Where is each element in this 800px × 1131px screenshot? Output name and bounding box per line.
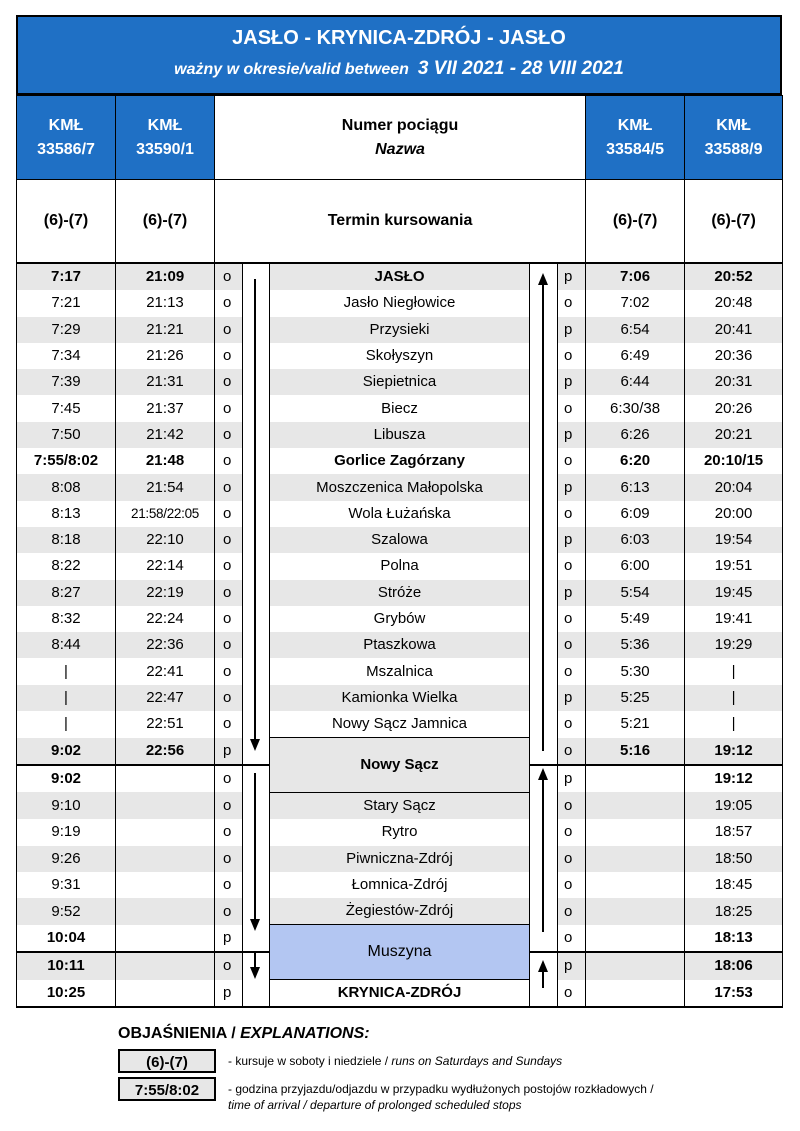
mark-right: o (558, 872, 586, 898)
station-name: Stróże (270, 580, 530, 606)
time-33586: | (17, 711, 116, 738)
time-33586: 7:39 (17, 369, 116, 395)
time-33590: 21:48 (116, 448, 215, 474)
mark-left: o (215, 711, 243, 738)
time-33588: 19:12 (685, 738, 783, 765)
time-33584 (586, 872, 685, 898)
up-arrow-icon (538, 960, 548, 988)
time-33586: 9:02 (17, 738, 116, 765)
days-33590: (6)-(7) (116, 180, 215, 264)
time-33584: 5:21 (586, 711, 685, 738)
table-row (17, 606, 783, 632)
mark-left: o (215, 343, 243, 369)
time-33586: 10:25 (17, 980, 116, 1008)
time-33584: 6:03 (586, 527, 685, 553)
time-33588: 18:06 (685, 952, 783, 979)
train-33590-header: KMŁ 33590/1 (116, 96, 215, 180)
station-name: Skołyszyn (270, 343, 530, 369)
time-33586: 10:11 (17, 952, 116, 979)
time-33584 (586, 765, 685, 792)
time-33586: 7:45 (17, 395, 116, 421)
table-row (17, 553, 783, 579)
mark-left: o (215, 658, 243, 684)
time-33590 (116, 925, 215, 952)
station-name: Libusza (270, 422, 530, 448)
mark-right: o (558, 711, 586, 738)
station-name: Siepietnica (270, 369, 530, 395)
time-33584: 5:25 (586, 685, 685, 711)
table-row (17, 317, 783, 343)
train-33588-header: KMŁ 33588/9 (685, 96, 783, 180)
mark-left: o (215, 501, 243, 527)
train-33584-header: KMŁ 33584/5 (586, 96, 685, 180)
time-33588: 20:41 (685, 317, 783, 343)
time-33588: 19:51 (685, 553, 783, 579)
station-name: Rytro (270, 819, 530, 845)
time-33588: 17:53 (685, 980, 783, 1008)
time-33588: 20:36 (685, 343, 783, 369)
table-row (17, 580, 783, 606)
time-33584: 5:49 (586, 606, 685, 632)
validity-dates: 3 VII 2021 - 28 VIII 2021 (417, 58, 624, 79)
station-name: Kamionka Wielka (270, 685, 530, 711)
table-row (17, 685, 783, 711)
train-number-row (17, 96, 783, 180)
station-name: Łomnica-Zdrój (270, 872, 530, 898)
days-33588: (6)-(7) (685, 180, 783, 264)
table-row (17, 925, 783, 952)
time-33590: 21:58/22:05 (116, 501, 215, 527)
legend-days-box: (6)-(7) (118, 1049, 216, 1073)
time-33584: 6:20 (586, 448, 685, 474)
station-name: Przysieki (270, 317, 530, 343)
time-33584: 7:02 (586, 290, 685, 316)
time-33590: 22:47 (116, 685, 215, 711)
time-33590: 22:14 (116, 553, 215, 579)
time-33586: 10:04 (17, 925, 116, 952)
down-arrow-icon (250, 279, 260, 751)
table-row (17, 819, 783, 845)
train-33586-header: KMŁ 33586/7 (17, 96, 116, 180)
mark-left: o (215, 819, 243, 845)
station-name: Mszalnica (270, 658, 530, 684)
table-row (17, 792, 783, 819)
time-33590 (116, 846, 215, 872)
mark-right: p (558, 527, 586, 553)
table-row (17, 422, 783, 448)
time-33588: | (685, 658, 783, 684)
mark-left: o (215, 580, 243, 606)
table-row (17, 395, 783, 421)
time-33586: 7:21 (17, 290, 116, 316)
mark-left: o (215, 952, 243, 979)
time-33586: 9:31 (17, 872, 116, 898)
mark-right: o (558, 553, 586, 579)
mark-right: o (558, 501, 586, 527)
time-33590 (116, 765, 215, 792)
mark-left: o (215, 527, 243, 553)
mark-right: p (558, 263, 586, 290)
time-33588: 19:41 (685, 606, 783, 632)
mark-right: o (558, 846, 586, 872)
time-33588: 19:12 (685, 765, 783, 792)
time-33586: | (17, 685, 116, 711)
time-33590: 21:42 (116, 422, 215, 448)
time-33584: 6:13 (586, 474, 685, 500)
time-33590: 22:24 (116, 606, 215, 632)
mark-right: o (558, 632, 586, 658)
time-33588: 20:26 (685, 395, 783, 421)
time-33586: 9:26 (17, 846, 116, 872)
mark-left: o (215, 422, 243, 448)
station-name: Żegiestów-Zdrój (270, 898, 530, 925)
time-33588: 19:05 (685, 792, 783, 819)
table-row (17, 263, 783, 290)
time-33586: | (17, 658, 116, 684)
table-row (17, 980, 783, 1008)
time-33590 (116, 819, 215, 845)
mark-left: o (215, 263, 243, 290)
mark-left: p (215, 980, 243, 1008)
mark-left: o (215, 846, 243, 872)
time-33590 (116, 980, 215, 1008)
table-row (17, 474, 783, 500)
mark-right: o (558, 395, 586, 421)
time-33586: 8:27 (17, 580, 116, 606)
mark-left: o (215, 448, 243, 474)
station-name: Moszczenica Małopolska (270, 474, 530, 500)
table-row (17, 343, 783, 369)
time-33586: 8:08 (17, 474, 116, 500)
mark-right: o (558, 343, 586, 369)
station-name: Wola Łużańska (270, 501, 530, 527)
time-33588: 19:29 (685, 632, 783, 658)
time-33584 (586, 925, 685, 952)
mark-left: p (215, 738, 243, 765)
time-33584: 5:30 (586, 658, 685, 684)
mark-left: o (215, 872, 243, 898)
legend-prolonged-text: - godzina przyjazdu/odjazdu w przypadku wydłużonych postojów rozkładowych / time of arrival / departure of prolonged scheduled stops (228, 1082, 654, 1112)
mark-left: p (215, 925, 243, 952)
mark-right: p (558, 422, 586, 448)
down-arrow-icon (250, 773, 260, 931)
legend-prolonged-box: 7:55/8:02 (118, 1077, 216, 1101)
station-name: Piwniczna-Zdrój (270, 846, 530, 872)
time-33590: 22:36 (116, 632, 215, 658)
mark-right: o (558, 925, 586, 952)
mark-right: o (558, 898, 586, 925)
time-33588: 18:57 (685, 819, 783, 845)
time-33584: 6:44 (586, 369, 685, 395)
time-33590: 22:10 (116, 527, 215, 553)
time-33584 (586, 952, 685, 979)
time-33584: 6:49 (586, 343, 685, 369)
time-33584: 6:30/38 (586, 395, 685, 421)
time-33586: 8:22 (17, 553, 116, 579)
mark-right: o (558, 606, 586, 632)
mark-right: p (558, 474, 586, 500)
days-33586: (6)-(7) (17, 180, 116, 264)
time-33590: 21:31 (116, 369, 215, 395)
table-row (17, 448, 783, 474)
mark-right: o (558, 290, 586, 316)
time-33584: 5:36 (586, 632, 685, 658)
time-33588: 19:54 (685, 527, 783, 553)
mark-left: o (215, 632, 243, 658)
time-33588: 18:50 (685, 846, 783, 872)
timetable (16, 95, 783, 1008)
arrow-cell-left (243, 980, 270, 1008)
time-33588: 20:52 (685, 263, 783, 290)
time-33588: 20:31 (685, 369, 783, 395)
table-row (17, 632, 783, 658)
time-33590 (116, 952, 215, 979)
time-33586: 7:50 (17, 422, 116, 448)
time-33586: 7:29 (17, 317, 116, 343)
time-33584: 6:00 (586, 553, 685, 579)
station-name: Jasło Niegłowice (270, 290, 530, 316)
time-33590: 22:51 (116, 711, 215, 738)
time-33584 (586, 898, 685, 925)
time-33586: 8:18 (17, 527, 116, 553)
time-33584 (586, 980, 685, 1008)
time-33586: 7:17 (17, 263, 116, 290)
mark-left: o (215, 685, 243, 711)
table-row (17, 369, 783, 395)
station-name: Stary Sącz (270, 792, 530, 819)
time-33590: 22:56 (116, 738, 215, 765)
time-33588: | (685, 685, 783, 711)
time-33586: 9:19 (17, 819, 116, 845)
time-33584 (586, 792, 685, 819)
time-33588: | (685, 711, 783, 738)
time-33590: 21:54 (116, 474, 215, 500)
time-33588: 20:10/15 (685, 448, 783, 474)
time-33584: 6:54 (586, 317, 685, 343)
mark-left: o (215, 317, 243, 343)
time-33590 (116, 792, 215, 819)
time-33590: 21:09 (116, 263, 215, 290)
mark-right: o (558, 658, 586, 684)
legend-days-text: - kursuje w soboty i niedziele / runs on Saturdays and Sundays (228, 1054, 563, 1068)
time-33590: 21:37 (116, 395, 215, 421)
time-33588: 18:45 (685, 872, 783, 898)
time-33586: 7:55/8:02 (17, 448, 116, 474)
table-row (17, 658, 783, 684)
station-nowy-sacz: Nowy Sącz (270, 738, 530, 793)
days-33584: (6)-(7) (586, 180, 685, 264)
time-33586: 8:13 (17, 501, 116, 527)
time-33588: 20:04 (685, 474, 783, 500)
time-33588: 20:21 (685, 422, 783, 448)
mark-left: o (215, 395, 243, 421)
station-name: Gorlice Zagórzany (270, 448, 530, 474)
time-33586: 7:34 (17, 343, 116, 369)
time-33588: 19:45 (685, 580, 783, 606)
up-arrow-icon (538, 273, 548, 751)
table-row (17, 846, 783, 872)
mark-left: o (215, 765, 243, 792)
station-name: KRYNICA-ZDRÓJ (270, 980, 530, 1008)
mark-right: p (558, 580, 586, 606)
time-33590: 22:19 (116, 580, 215, 606)
validity-line (18, 58, 780, 80)
operating-days-row (17, 180, 783, 264)
time-33586: 9:10 (17, 792, 116, 819)
time-33584: 6:26 (586, 422, 685, 448)
time-33586: 9:02 (17, 765, 116, 792)
time-33590 (116, 898, 215, 925)
explanations-title: OBJAŚNIENIA / EXPLANATIONS: (118, 1025, 370, 1042)
time-33590: 21:26 (116, 343, 215, 369)
mark-right: p (558, 765, 586, 792)
time-33584: 6:09 (586, 501, 685, 527)
time-33584 (586, 819, 685, 845)
table-row (17, 738, 783, 765)
mark-left: o (215, 290, 243, 316)
time-33586: 8:44 (17, 632, 116, 658)
table-row (17, 290, 783, 316)
mark-right: o (558, 792, 586, 819)
station-muszyna: Muszyna (270, 925, 530, 980)
time-33586: 8:32 (17, 606, 116, 632)
time-33584: 7:06 (586, 263, 685, 290)
time-33590 (116, 872, 215, 898)
down-arrow-icon (250, 953, 260, 979)
time-33588: 20:48 (685, 290, 783, 316)
station-name: Szalowa (270, 527, 530, 553)
mark-left: o (215, 898, 243, 925)
time-33588: 18:25 (685, 898, 783, 925)
mark-left: o (215, 606, 243, 632)
station-name: Polna (270, 553, 530, 579)
table-row (17, 501, 783, 527)
timetable-title-box (16, 15, 782, 95)
mark-left: o (215, 369, 243, 395)
mark-right: p (558, 317, 586, 343)
mark-right: p (558, 952, 586, 979)
station-name: Grybów (270, 606, 530, 632)
time-33584: 5:54 (586, 580, 685, 606)
operating-days-label: Termin kursowania (215, 180, 586, 264)
station-name: Nowy Sącz Jamnica (270, 711, 530, 738)
table-row (17, 898, 783, 925)
mark-right: o (558, 448, 586, 474)
validity-prefix: ważny w okresie/valid between (174, 61, 409, 78)
mark-right: o (558, 980, 586, 1008)
table-row (17, 527, 783, 553)
station-name: JASŁO (270, 263, 530, 290)
time-33590: 22:41 (116, 658, 215, 684)
station-name: Biecz (270, 395, 530, 421)
time-33586: 9:52 (17, 898, 116, 925)
mark-left: o (215, 553, 243, 579)
mark-right: p (558, 685, 586, 711)
train-number-label: Numer pociągu Nazwa (215, 96, 586, 180)
mark-left: o (215, 474, 243, 500)
time-33584 (586, 846, 685, 872)
mark-left: o (215, 792, 243, 819)
time-33590: 21:21 (116, 317, 215, 343)
time-33588: 18:13 (685, 925, 783, 952)
up-arrow-icon (538, 768, 548, 932)
time-33590: 21:13 (116, 290, 215, 316)
mark-right: o (558, 819, 586, 845)
route-title: JASŁO - KRYNICA-ZDRÓJ - JASŁO (232, 27, 566, 49)
table-row (17, 711, 783, 738)
time-33588: 20:00 (685, 501, 783, 527)
mark-right: p (558, 369, 586, 395)
mark-right: o (558, 738, 586, 765)
table-row (17, 872, 783, 898)
station-name: Ptaszkowa (270, 632, 530, 658)
time-33584: 5:16 (586, 738, 685, 765)
